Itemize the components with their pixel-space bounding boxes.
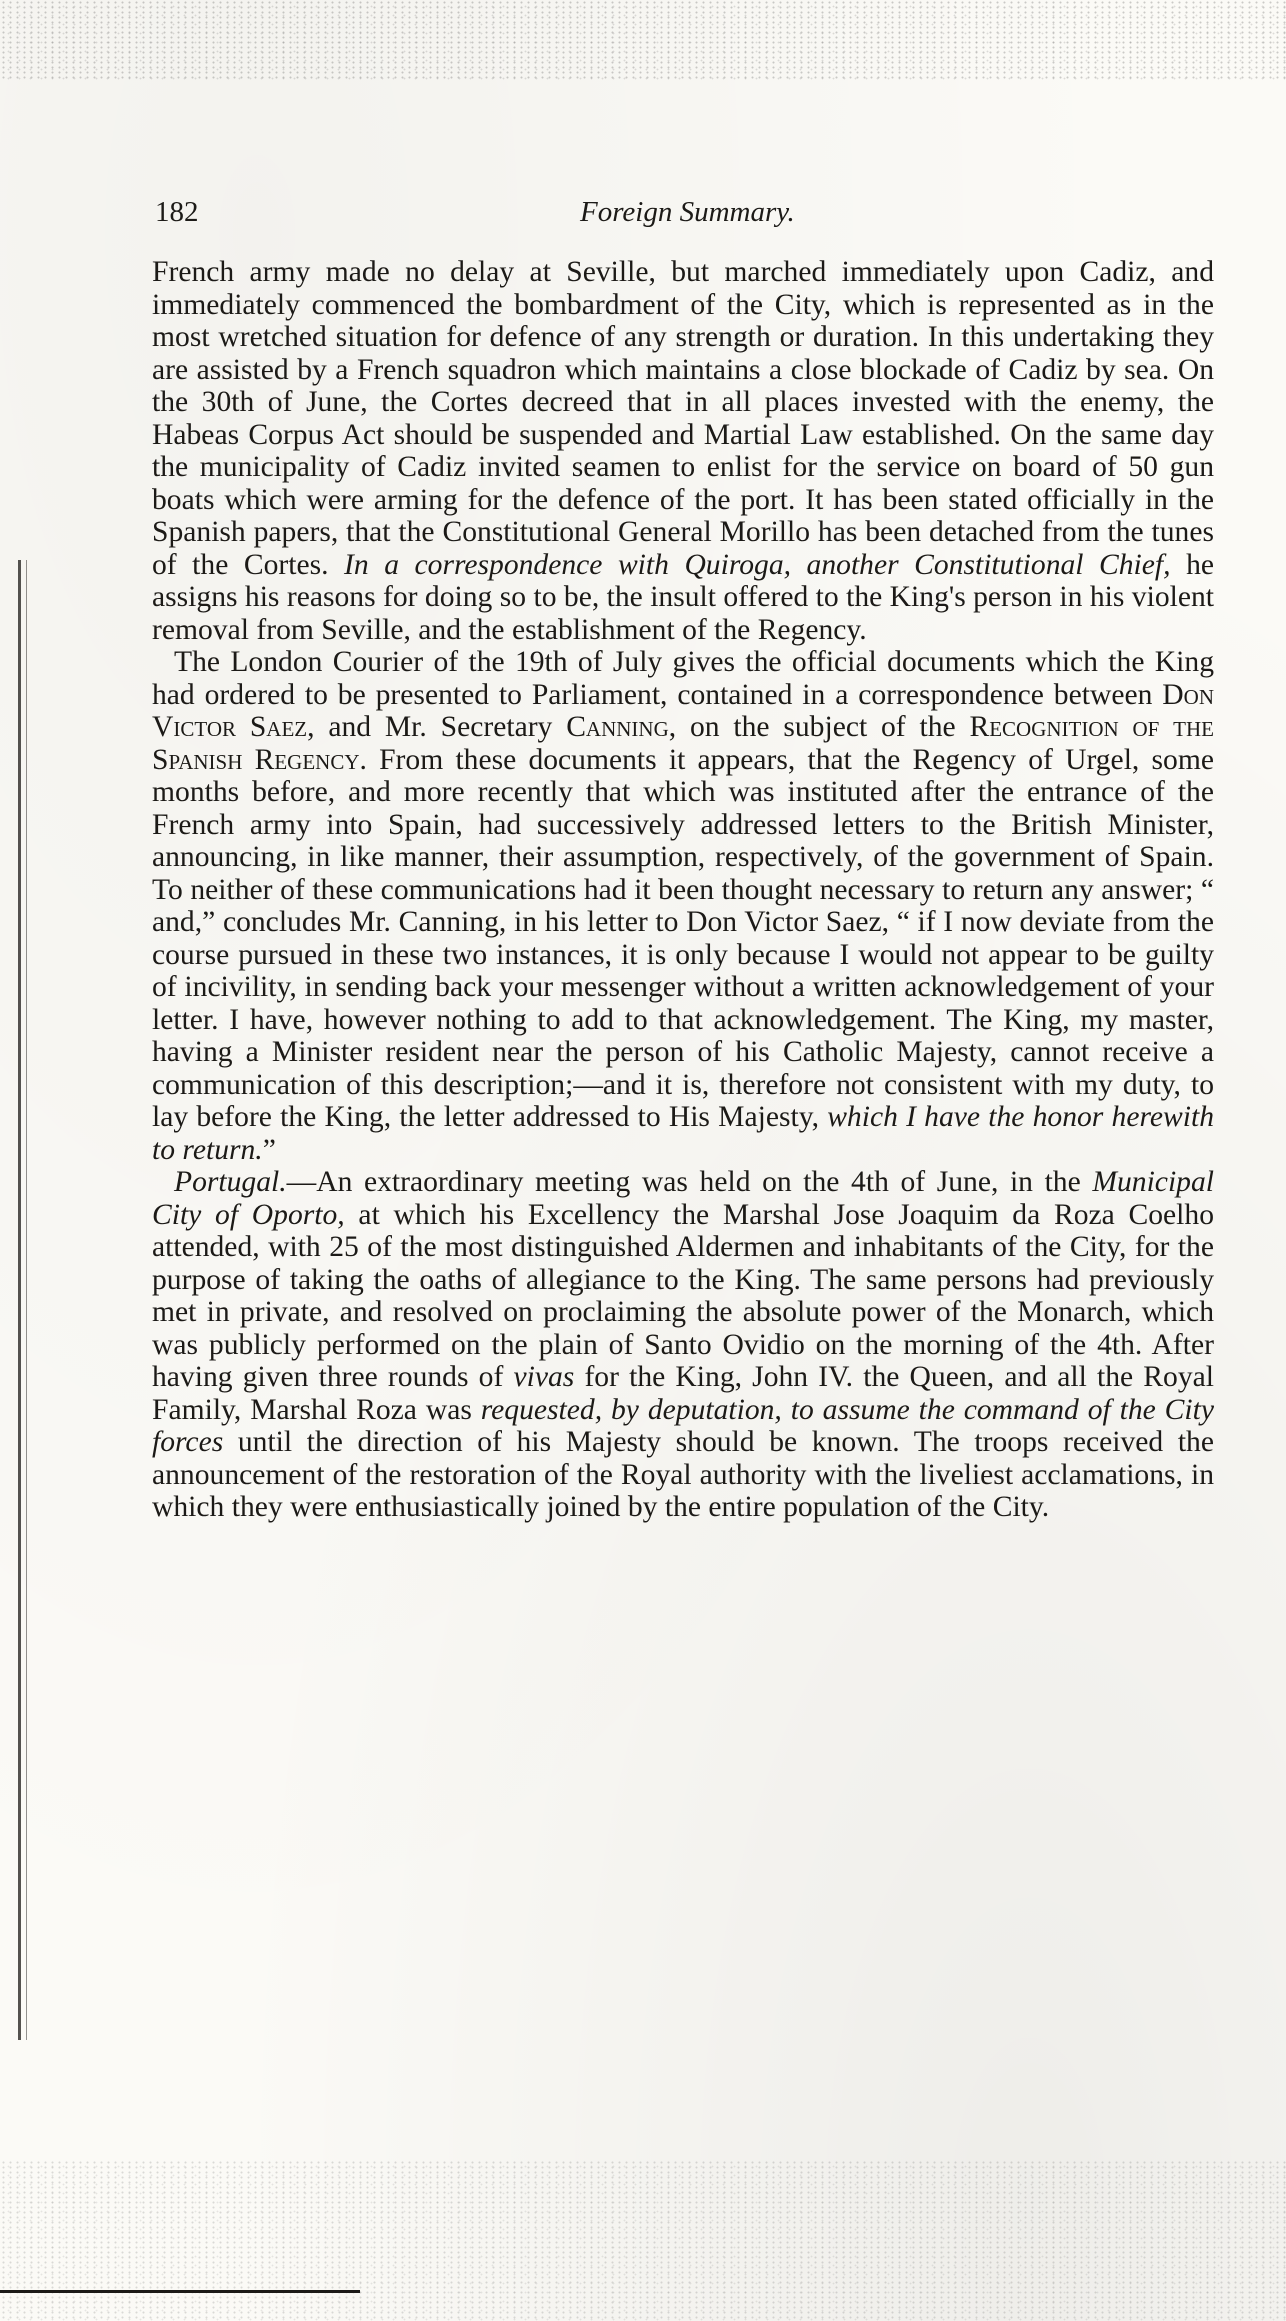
article-body	[152, 256, 1214, 1524]
paragraph-cadiz: French army made no delay at Seville, but marched immediately upon Cadiz, and immediately commenced the bombardment of the City, which is represented as in the most wretched situation for defence of any strength or duration. In this undertaking they are assisted by a French squadron which maintains a close blockade of Cadiz by sea. On the 30th of June, the Cortes decreed that in all places invested with the enemy, the Habeas Corpus Act should be suspended and Martial Law established. On the same day the municipality of Cadiz invited seamen to enlist for the service on board of 50 gun boats which were arming for the defence of the port. It has been stated officially in the Spanish papers, that the Constitutional General Morillo has been detached from the tunes of the Cortes. In a correspondence with Quiroga, another Constitutional Chief, he assigns his reasons for doing so to be, the insult offered to the King's person in his violent removal from Seville, and the establishment of the Regency.	[152, 256, 1214, 646]
scan-noise-bottom	[0, 2160, 1286, 2321]
binding-edge-line	[18, 560, 21, 2040]
binding-edge-line-thin	[26, 560, 27, 2040]
paragraph-portugal: Portugal.—An extraordinary meeting was held on the 4th of June, in the Municipal City of Oporto, at which his Excellency the Marshal Jose Joaquim da Roza Coelho attended, with 25 of the most distinguished Aldermen and inhabitants of the City, for the purpose of taking the oaths of allegiance to the King. The same persons had previously met in private, and resolved on proclaiming the absolute power of the Monarch, which was publicly performed on the plain of Santo Ovidio on the morning of the 4th. After having given three rounds of vivas for the King, John IV. the Queen, and all the Royal Family, Marshal Roza was requested, by deputation, to assume the command of the City forces until the direction of his Majesty should be known. The troops received the announcement of the restoration of the Royal authority with the liveliest acclamations, in which they were enthusiastically joined by the entire population of the City.	[152, 1166, 1214, 1523]
bottom-rule	[0, 2290, 360, 2293]
paragraph-london-courier: The London Courier of the 19th of July gives the official documents which the King had ordered to be presented to Parliament, contained in a correspondence between Don Victor Saez, and Mr. Secretary Canning, on the subject of the Recognition of the Spanish Regency. From these documents it appears, that the Regency of Urgel, some months before, and more recently that which was instituted after the entrance of the French army into Spain, had successively addressed letters to the British Minister, announcing, in like manner, their assumption, respectively, of the government of Spain. To neither of these communications had it been thought necessary to return any answer; “ and,” concludes Mr. Canning, in his letter to Don Victor Saez, “ if I now deviate from the course pursued in these two instances, it is only because I would not appear to be guilty of incivility, in sending back your messenger without a written acknowledgement of your letter. I have, however nothing to add to that acknowledgement. The King, my master, having a Minister resident near the person of his Catholic Majesty, cannot receive a communication of this description;—and it is, therefore not consistent with my duty, to lay before the King, the letter addressed to His Majesty, which I have the honor herewith to return.”	[152, 646, 1214, 1166]
running-head: Foreign Summary.	[580, 196, 795, 228]
page-header	[150, 196, 1210, 236]
page-number: 182	[155, 196, 199, 228]
scan-noise-top	[0, 0, 1286, 80]
